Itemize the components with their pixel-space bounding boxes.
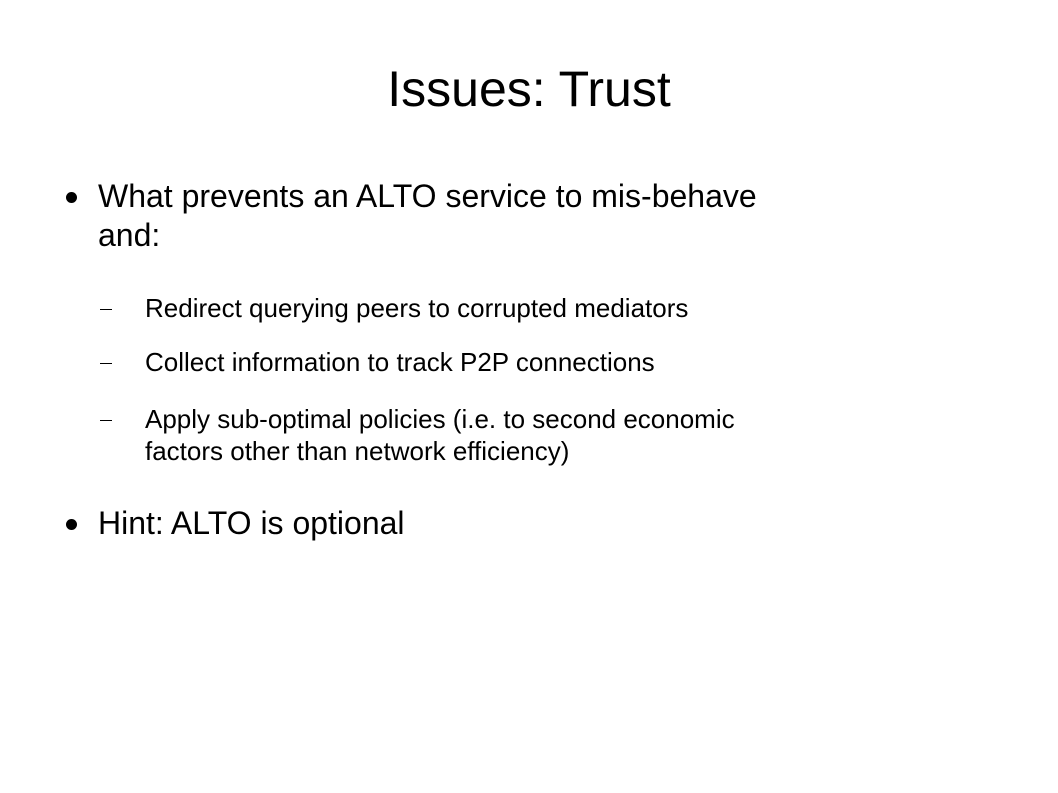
sub-bullet-item — [100, 346, 1020, 378]
bullet-item — [66, 177, 1026, 257]
bullet-text-line: What prevents an ALTO service to mis-behave — [98, 178, 757, 214]
sub-bullet-text — [145, 403, 1005, 467]
sub-bullet-text: Redirect querying peers to corrupted mediators — [145, 293, 689, 323]
dash-icon — [100, 309, 112, 310]
sub-bullet-item — [100, 292, 1020, 324]
sub-bullet-text: Collect information to track P2P connections — [145, 347, 655, 377]
bullet-dot-icon — [66, 192, 77, 203]
sub-bullet-text-line: factors other than network efficiency) — [145, 436, 570, 466]
slide-title: Issues: Trust — [387, 61, 671, 117]
bullet-text — [98, 177, 998, 255]
bullet-item — [66, 504, 1026, 544]
bullet-dot-icon — [66, 519, 77, 530]
dash-icon — [100, 420, 112, 421]
bullet-text: Hint: ALTO is optional — [98, 505, 405, 541]
bullet-text-line: and: — [98, 217, 161, 253]
sub-bullet-text-line: Apply sub-optimal policies (i.e. to second economic — [145, 404, 735, 434]
dash-icon — [100, 363, 112, 364]
sub-bullet-item — [100, 403, 1020, 467]
